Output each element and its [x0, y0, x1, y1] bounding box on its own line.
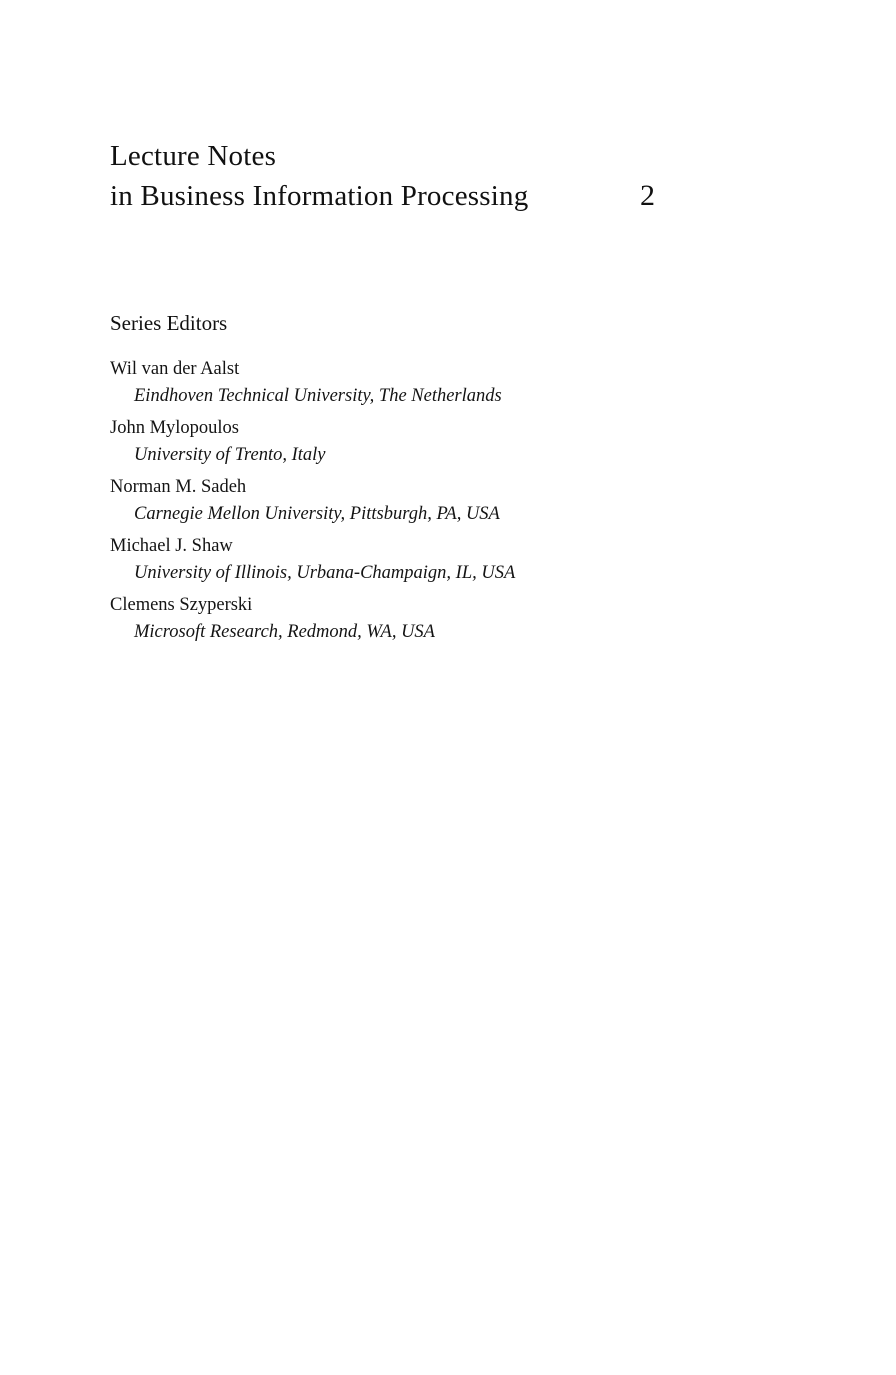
editor-name: Wil van der Aalst [110, 359, 240, 379]
volume-number: 2 [640, 179, 655, 212]
editor-name: John Mylopoulos [110, 418, 240, 438]
series-title-line-2: in Business Information Processing [110, 180, 529, 212]
list-item [110, 592, 790, 645]
editor-affiliation: Carnegie Mellon University, Pittsburgh, PA, USA [134, 503, 500, 524]
list-item [110, 356, 790, 409]
series-editors-list [110, 336, 790, 645]
page-content [110, 136, 790, 651]
list-item [110, 533, 790, 586]
list-item [110, 474, 790, 527]
editor-affiliation: University of Illinois, Urbana-Champaign, IL, USA [134, 562, 516, 583]
editor-affiliation: University of Trento, Italy [134, 444, 326, 465]
editor-affiliation: Eindhoven Technical University, The Netherlands [134, 385, 502, 406]
series-title-line-1: Lecture Notes [110, 140, 277, 172]
editor-name: Michael J. Shaw [110, 536, 233, 556]
editor-affiliation: Microsoft Research, Redmond, WA, USA [134, 621, 435, 642]
list-item [110, 415, 790, 468]
editor-name: Norman M. Sadeh [110, 477, 247, 497]
series-title [110, 136, 790, 216]
series-editors-heading: Series Editors [110, 311, 228, 335]
editor-name: Clemens Szyperski [110, 595, 253, 615]
